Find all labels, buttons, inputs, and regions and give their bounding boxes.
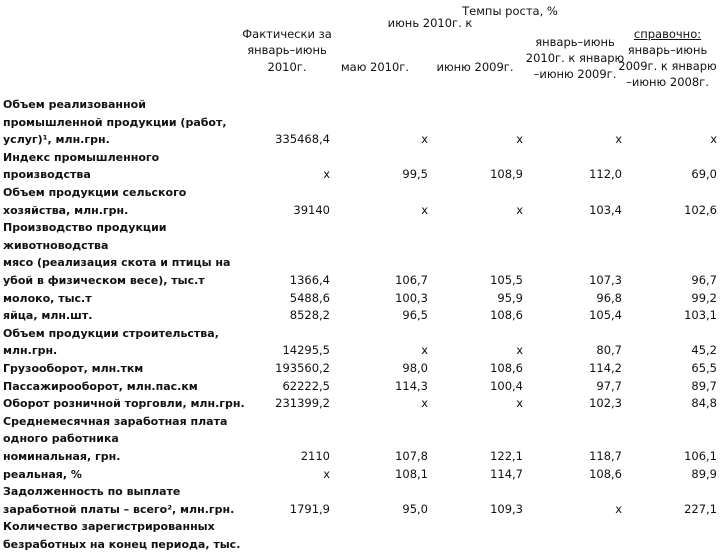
row-value-col1: х <box>323 167 330 182</box>
row-value-col2: х <box>421 132 428 147</box>
row-value-col2: х <box>421 343 428 358</box>
row-value-col5: 96,7 <box>691 273 717 287</box>
header-reference-title: справочно: <box>633 27 702 41</box>
row-label: Производство продукции <box>3 221 167 235</box>
row-label: Грузооборот, млн.ткм <box>3 362 144 375</box>
row-label: промышленной продукции (работ, <box>3 115 227 129</box>
header-col-actual-line3: 2010г. <box>267 60 307 74</box>
row-value-col5: 84,8 <box>691 396 717 411</box>
row-value-col4: 118,7 <box>589 449 622 463</box>
row-label: одного работника <box>3 432 119 446</box>
row-value-col4: 105,4 <box>589 308 622 323</box>
header-reference-line3: –июню 2008г. <box>626 75 709 89</box>
row-value-col2: 98,0 <box>402 361 428 375</box>
row-value-col2: 99,5 <box>402 167 428 182</box>
row-label: Объем продукции строительства, <box>3 326 219 340</box>
row-value-col1: 5488,6 <box>289 290 330 305</box>
row-value-col3: х <box>516 132 523 147</box>
row-label: мясо (реализация скота и птицы на <box>3 256 231 270</box>
header-reference-line2: 2009г. к январю <box>618 59 717 73</box>
row-value-col1: 193560,2 <box>275 361 330 375</box>
row-value-col3: 100,4 <box>490 378 523 393</box>
row-label: производства <box>3 168 91 182</box>
row-value-col3: х <box>516 396 523 411</box>
row-value-col3: 105,5 <box>490 273 523 287</box>
row-value-col5: х <box>710 132 717 147</box>
row-value-col3: 108,9 <box>490 167 523 182</box>
row-label: животноводства <box>3 238 109 252</box>
row-value-col2: 100,3 <box>395 290 428 305</box>
row-value-col1: 1791,9 <box>289 501 330 516</box>
row-value-col2: 95,0 <box>402 501 428 516</box>
row-value-col4: 112,0 <box>589 167 622 182</box>
row-value-col1: 62222,5 <box>282 378 330 393</box>
row-value-col2: х <box>421 202 428 217</box>
header-col-actual-line1: Фактически за <box>242 27 332 41</box>
row-label: хозяйства, млн.грн. <box>3 203 129 217</box>
row-label: Среднемесячная заработная плата <box>3 414 228 428</box>
row-value-col2: 106,7 <box>395 273 428 287</box>
header-col-jan-june-line1: январь–июнь <box>535 35 615 49</box>
row-value-col2: х <box>421 396 428 411</box>
row-value-col4: 103,4 <box>589 202 622 217</box>
row-value-col3: 122,1 <box>490 449 523 463</box>
row-value-col3: х <box>516 343 523 358</box>
row-value-col5: 69,0 <box>691 167 717 182</box>
row-value-col4: х <box>615 132 622 147</box>
row-label: Оборот розничной торговли, млн.грн. <box>3 397 245 411</box>
header-col-june2009: июню 2009г. <box>436 60 514 74</box>
row-value-col3: 108,6 <box>490 361 523 375</box>
row-value-col4: 114,2 <box>589 361 622 375</box>
row-value-col1: х <box>323 466 330 481</box>
row-value-col1: 8528,2 <box>289 308 330 323</box>
row-value-col5: 89,9 <box>691 466 717 481</box>
row-label: реальная, % <box>3 467 82 481</box>
row-label: убой в физическом весе), тыс.т <box>3 274 205 287</box>
row-value-col1: 2110 <box>300 449 330 463</box>
row-label: Задолженность по выплате <box>3 485 181 499</box>
row-value-col2: 108,1 <box>395 466 428 481</box>
header-col-may: маю 2010г. <box>340 60 410 74</box>
row-value-col1: 335468,4 <box>275 132 330 147</box>
row-label: безработных на конец периода, тыс. <box>3 538 241 551</box>
row-value-col1: 231399,2 <box>275 396 330 411</box>
header-col-jan-june-line3: –июню 2009г. <box>533 67 617 81</box>
row-value-col1: 14295,5 <box>282 343 330 358</box>
row-value-col5: 227,1 <box>684 501 717 516</box>
row-value-col1: 1366,4 <box>289 273 330 287</box>
row-value-col5: 102,6 <box>684 202 717 217</box>
row-value-col3: х <box>516 202 523 217</box>
header-june-group: июнь 2010г. к <box>387 16 473 30</box>
row-label: Объем реализованной <box>3 98 146 111</box>
header-col-actual-line2: январь–июнь <box>247 43 327 57</box>
row-value-col3: 95,9 <box>497 290 523 305</box>
row-label: номинальная, грн. <box>3 450 121 463</box>
row-value-col5: 106,1 <box>684 449 717 463</box>
row-value-col2: 114,3 <box>395 378 428 393</box>
row-label: Объем продукции сельского <box>3 186 187 199</box>
row-value-col4: 102,3 <box>589 396 622 411</box>
row-value-col4: х <box>615 501 622 516</box>
header-col-jan-june-line2: 2010г. к январю <box>525 51 625 65</box>
row-value-col5: 99,2 <box>691 290 717 305</box>
row-label: Количество зарегистрированных <box>3 520 215 534</box>
row-value-col5: 45,2 <box>691 343 717 358</box>
row-value-col5: 89,7 <box>691 378 717 393</box>
row-value-col4: 107,3 <box>589 273 622 287</box>
row-label: услуг)¹, млн.грн. <box>3 133 110 147</box>
row-label: Пассажирооборот, млн.пас.км <box>3 379 198 393</box>
row-value-col2: 96,5 <box>402 308 428 323</box>
row-value-col3: 108,6 <box>490 308 523 323</box>
row-label: молоко, тыс.т <box>3 291 92 305</box>
row-value-col3: 109,3 <box>490 501 523 516</box>
row-value-col4: 108,6 <box>589 466 622 481</box>
header-tempy-rosta: Темпы роста, % <box>462 4 558 18</box>
row-value-col4: 96,8 <box>596 290 622 305</box>
row-label: млн.грн. <box>3 344 58 358</box>
row-value-col5: 65,5 <box>691 361 717 375</box>
row-label: заработной платы – всего², млн.грн. <box>3 502 235 516</box>
row-value-col1: 39140 <box>293 202 330 217</box>
row-value-col4: 97,7 <box>596 378 622 393</box>
header-reference-line1: январь–июнь <box>627 43 708 57</box>
row-label: Индекс промышленного <box>3 150 160 164</box>
row-value-col3: 114,7 <box>490 466 523 481</box>
row-value-col2: 107,8 <box>395 449 428 463</box>
row-label: яйца, млн.шт. <box>3 309 93 323</box>
row-value-col5: 103,1 <box>684 308 717 323</box>
row-value-col4: 80,7 <box>596 343 622 358</box>
